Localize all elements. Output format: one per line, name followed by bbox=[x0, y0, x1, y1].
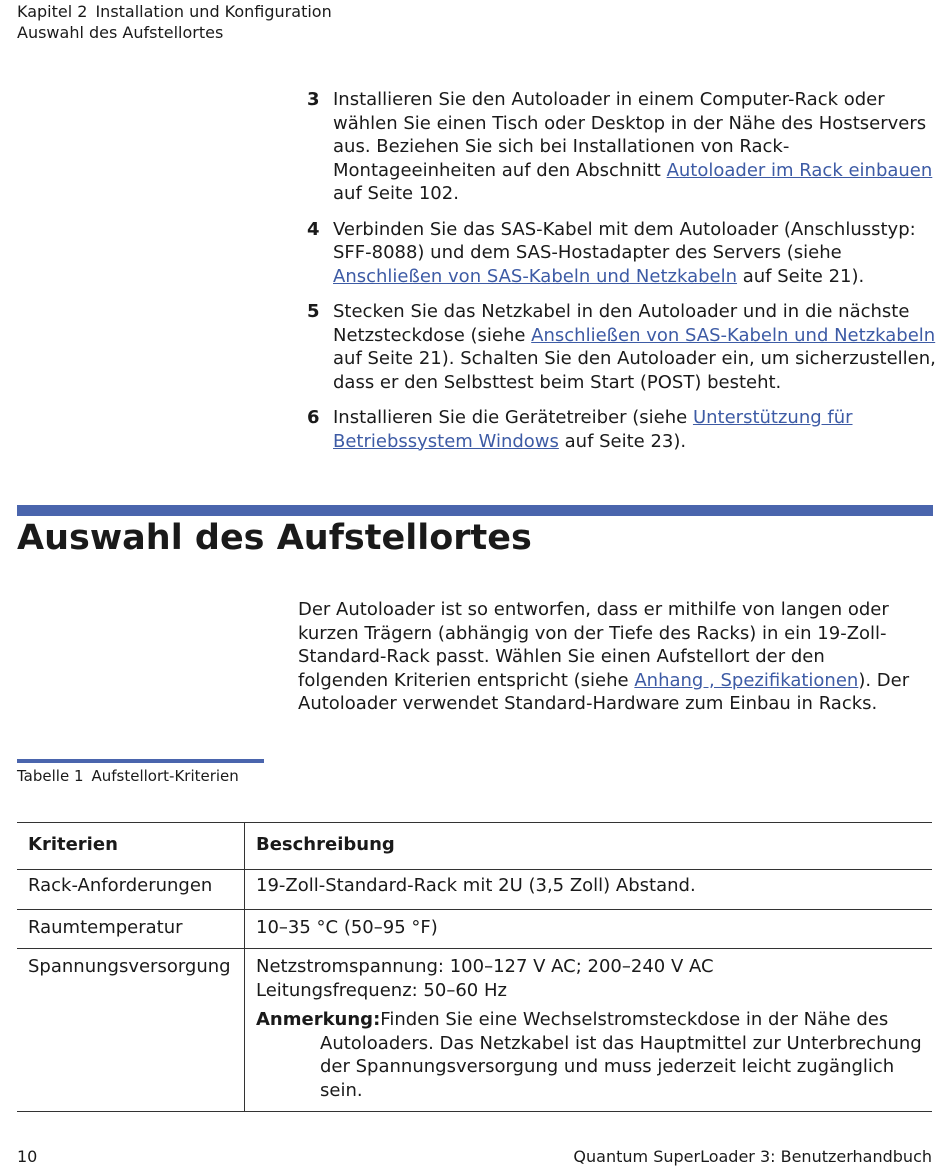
description-cell bbox=[245, 949, 932, 1111]
table-caption-rule bbox=[17, 759, 264, 763]
note-label: Anmerkung: bbox=[256, 1009, 381, 1030]
chapter-title: Installation und Konfiguration bbox=[95, 2, 332, 21]
book-title: Quantum SuperLoader 3: Benutzerhandbuch bbox=[573, 1147, 932, 1166]
cross-reference-link[interactable]: Unterstützung für Betriebssystem Windows bbox=[333, 407, 853, 452]
step-text bbox=[333, 88, 937, 206]
step-text-pre: Installieren Sie die Gerätetreiber (siehe bbox=[333, 407, 693, 428]
step-number: 3 bbox=[307, 89, 320, 110]
description-cell: 10–35 °C (50–95 °F) bbox=[256, 917, 438, 938]
step-number: 6 bbox=[307, 407, 320, 428]
table-row bbox=[17, 910, 932, 949]
intro-text-pre: Der Autoloader ist so entworfen, dass er mithilfe von langen oder kurzen Trägern (abhängig von der Tiefe des Racks) in ein 19-Zoll-Standard-Rack passt. Wählen Sie einen Aufstellort der den folgenden Kriterien entspricht (siehe bbox=[298, 599, 889, 691]
step-number: 5 bbox=[307, 301, 320, 322]
table-row bbox=[17, 949, 932, 1112]
step-item bbox=[307, 406, 937, 453]
table-row bbox=[17, 870, 932, 910]
step-text-pre: Installieren Sie den Autoloader in einem Computer-Rack oder wählen Sie einen Tisch oder Desktop in der Nähe des Hostservers aus. Beziehen Sie sich bei Installationen von Rack-Montageeinheiten auf den Abschnitt bbox=[333, 89, 927, 181]
page-number: 10 bbox=[17, 1147, 38, 1166]
description-cell: 19-Zoll-Standard-Rack mit 2U (3,5 Zoll) Abstand. bbox=[256, 875, 696, 896]
column-header-description: Beschreibung bbox=[256, 834, 395, 855]
table-caption-label: Tabelle 1 bbox=[17, 767, 84, 785]
cross-reference-link[interactable]: Anschließen von SAS-Kabeln und Netzkabeln bbox=[531, 324, 936, 346]
cross-reference-link[interactable]: Anschließen von SAS-Kabeln und Netzkabeln bbox=[333, 265, 738, 287]
note-text: Finden Sie eine Wechselstromsteckdose in der Nähe des Autoloaders. Das Netzkabel ist das Hauptmittel zur Unterbrechung der Spannungsversorgung und muss jederzeit leicht zugänglich sein. bbox=[320, 1009, 922, 1101]
running-header-section: Auswahl des Aufstellortes bbox=[17, 23, 224, 42]
intro-text-post: ). Der Autoloader verwendet Standard-Hardware zum Einbau in Racks. bbox=[298, 669, 910, 714]
column-header-criteria: Kriterien bbox=[17, 823, 245, 869]
step-text-post: auf Seite 23). bbox=[558, 430, 687, 452]
cross-reference-link[interactable]: Autoloader im Rack einbauen bbox=[666, 159, 933, 181]
criteria-table bbox=[17, 822, 932, 1112]
note bbox=[256, 1008, 932, 1102]
step-list bbox=[307, 88, 937, 465]
step-item bbox=[307, 300, 937, 394]
step-item bbox=[307, 88, 937, 206]
step-text bbox=[333, 218, 937, 289]
step-text-post: auf Seite 102. bbox=[333, 183, 459, 204]
step-item bbox=[307, 218, 937, 289]
chapter-label: Kapitel 2 bbox=[17, 2, 88, 21]
criterion-cell: Raumtemperatur bbox=[17, 910, 245, 948]
table-header-row bbox=[17, 822, 932, 870]
step-text-pre: Stecken Sie das Netzkabel in den Autoloader und in die nächste Netzsteckdose (siehe bbox=[333, 301, 910, 346]
description-line: Leitungsfrequenz: 50–60 Hz bbox=[256, 979, 507, 1001]
running-header-chapter bbox=[17, 1, 332, 22]
step-text bbox=[333, 406, 937, 453]
criterion-cell: Rack-Anforderungen bbox=[17, 870, 245, 909]
step-text-post: auf Seite 21). bbox=[737, 265, 865, 287]
description-line: Netzstromspannung: 100–127 V AC; 200–240 V AC bbox=[256, 956, 714, 977]
section-heading: Auswahl des Aufstellortes bbox=[17, 518, 532, 558]
table-caption bbox=[17, 766, 239, 786]
step-number: 4 bbox=[307, 218, 320, 240]
criterion-cell: Spannungsversorgung bbox=[17, 949, 245, 1111]
intro-paragraph bbox=[298, 598, 918, 716]
table-caption-title: Aufstellort-Kriterien bbox=[91, 767, 239, 785]
appendix-link[interactable]: Anhang , Spezifikationen bbox=[634, 669, 859, 691]
step-text bbox=[333, 300, 937, 394]
step-text-post: auf Seite 21). Schalten Sie den Autoloader ein, um sicherzustellen, dass er den Selbsttest beim Start (POST) besteht. bbox=[333, 348, 936, 393]
step-text-pre: Verbinden Sie das SAS-Kabel mit dem Autoloader (Anschlusstyp: SFF-8088) und dem SAS-Hostadapter des Servers (siehe bbox=[333, 218, 916, 263]
